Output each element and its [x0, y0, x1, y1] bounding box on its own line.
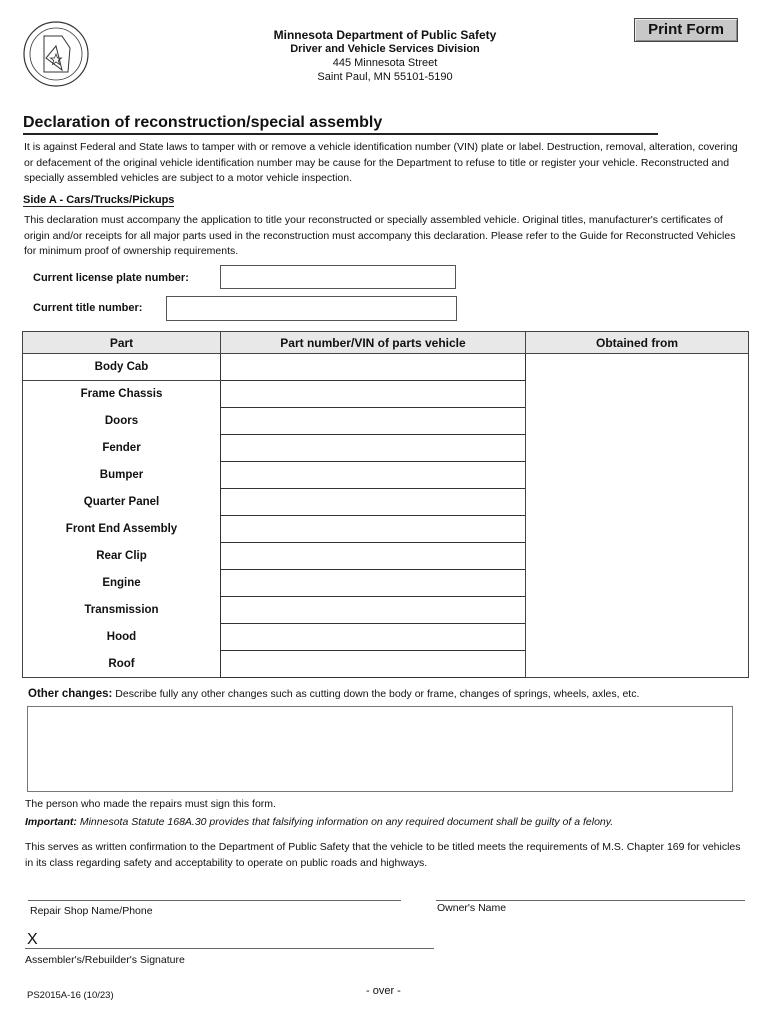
part-name: Fender: [102, 442, 141, 454]
sign-note: The person who made the repairs must sign this form.: [25, 798, 276, 810]
vin-input-cell[interactable]: [221, 597, 526, 624]
part-name: Quarter Panel: [83, 496, 160, 508]
vin-input-cell[interactable]: [221, 570, 526, 597]
assembler-signature-label: Assembler's/Rebuilder's Signature: [25, 954, 185, 966]
part-name: Transmission: [84, 604, 159, 616]
vin-input-cell[interactable]: [221, 381, 526, 408]
important-label: Important:: [25, 816, 77, 828]
side-a-text: This declaration must accompany the application to title your reconstructed or specially assembled vehicle. Original titles, manufacturer's certificates of origin and/or receipts for all major parts used in the reconstruction must accompany this declaration. Please refer to the Guide for Reconstructed Vehicles for minimum proof of ownership requirements.: [24, 214, 736, 257]
vin-input-cell[interactable]: [221, 435, 526, 462]
obtained-from-input[interactable]: [526, 354, 749, 678]
vin-input-cell[interactable]: [221, 462, 526, 489]
agency-name: Minnesota Department of Public Safety: [273, 28, 497, 42]
city-address: Saint Paul, MN 55101-5190: [317, 71, 453, 83]
license-plate-input[interactable]: [220, 265, 456, 289]
header-part: Part: [23, 332, 221, 354]
vin-input-cell[interactable]: [221, 489, 526, 516]
intro-text: It is against Federal and State laws to tamper with or remove a vehicle identification number (VIN) plate or label. Destruction, removal, alteration, covering or defacement of the original vehicle identification number may be cause for the Department to refuse to title or register your vehicle. Reconstructed and specially assembled vehicles are subject to a motor vehicle inspection.: [24, 141, 738, 184]
form-number: PS2015A-16 (10/23): [27, 990, 114, 1001]
table-header-row: [23, 332, 749, 354]
important-note: [25, 816, 613, 828]
vin-input-cell[interactable]: [221, 624, 526, 651]
vin-input-cell[interactable]: [221, 543, 526, 570]
important-text: Minnesota Statute 168A.30 provides that falsifying information on any required document shall be guilty of a felony.: [79, 816, 614, 828]
other-changes-text: Describe fully any other changes such as cutting down the body or frame, changes of springs, wheels, axles, etc.: [115, 688, 640, 700]
side-a-heading: Side A - Cars/Trucks/Pickups: [23, 194, 175, 206]
signature-x-mark: X: [27, 931, 38, 948]
part-name: Engine: [102, 577, 141, 589]
vin-input-cell[interactable]: [221, 516, 526, 543]
signature-line[interactable]: [25, 948, 434, 949]
owner-name-line[interactable]: [436, 900, 745, 901]
header-vin: Part number/VIN of parts vehicle: [221, 332, 526, 354]
part-name: Front End Assembly: [65, 523, 178, 535]
part-name: Roof: [108, 657, 135, 670]
header-obtained-from: Obtained from: [526, 332, 749, 354]
part-name: Body Cab: [23, 354, 221, 381]
license-plate-label: Current license plate number:: [33, 272, 189, 284]
owner-name-label: Owner's Name: [437, 902, 507, 914]
title-number-input[interactable]: [166, 296, 457, 321]
title-number-label: Current title number:: [33, 302, 143, 314]
part-name: Bumper: [99, 469, 144, 481]
division-name: Driver and Vehicle Services Division: [290, 43, 480, 55]
other-changes-instruction: [28, 688, 639, 700]
vin-input-cell[interactable]: [221, 354, 526, 381]
vin-input-cell[interactable]: [221, 651, 526, 678]
vin-input-cell[interactable]: [221, 408, 526, 435]
table-row: [23, 354, 749, 381]
street-address: 445 Minnesota Street: [332, 57, 438, 69]
part-name: Hood: [106, 631, 137, 643]
parts-table: [22, 331, 749, 678]
print-form-button[interactable]: Print Form: [634, 18, 738, 42]
page-title: Declaration of reconstruction/special assembly: [23, 114, 658, 135]
part-name: Doors: [104, 415, 139, 427]
repair-shop-line[interactable]: [28, 900, 401, 901]
over-indicator: - over -: [366, 985, 401, 997]
repair-shop-label: Repair Shop Name/Phone: [30, 905, 153, 917]
part-name: Rear Clip: [96, 550, 147, 562]
confirmation-text: This serves as written confirmation to the Department of Public Safety that the vehicle to be titled meets the requirements of M.S. Chapter 169 for vehicles in its class regarding safety and acceptability to operate on public roads and highways.: [25, 841, 741, 869]
other-changes-label: Other changes:: [28, 688, 113, 700]
part-name: Frame Chassis: [80, 388, 163, 401]
other-changes-input[interactable]: [27, 706, 733, 792]
